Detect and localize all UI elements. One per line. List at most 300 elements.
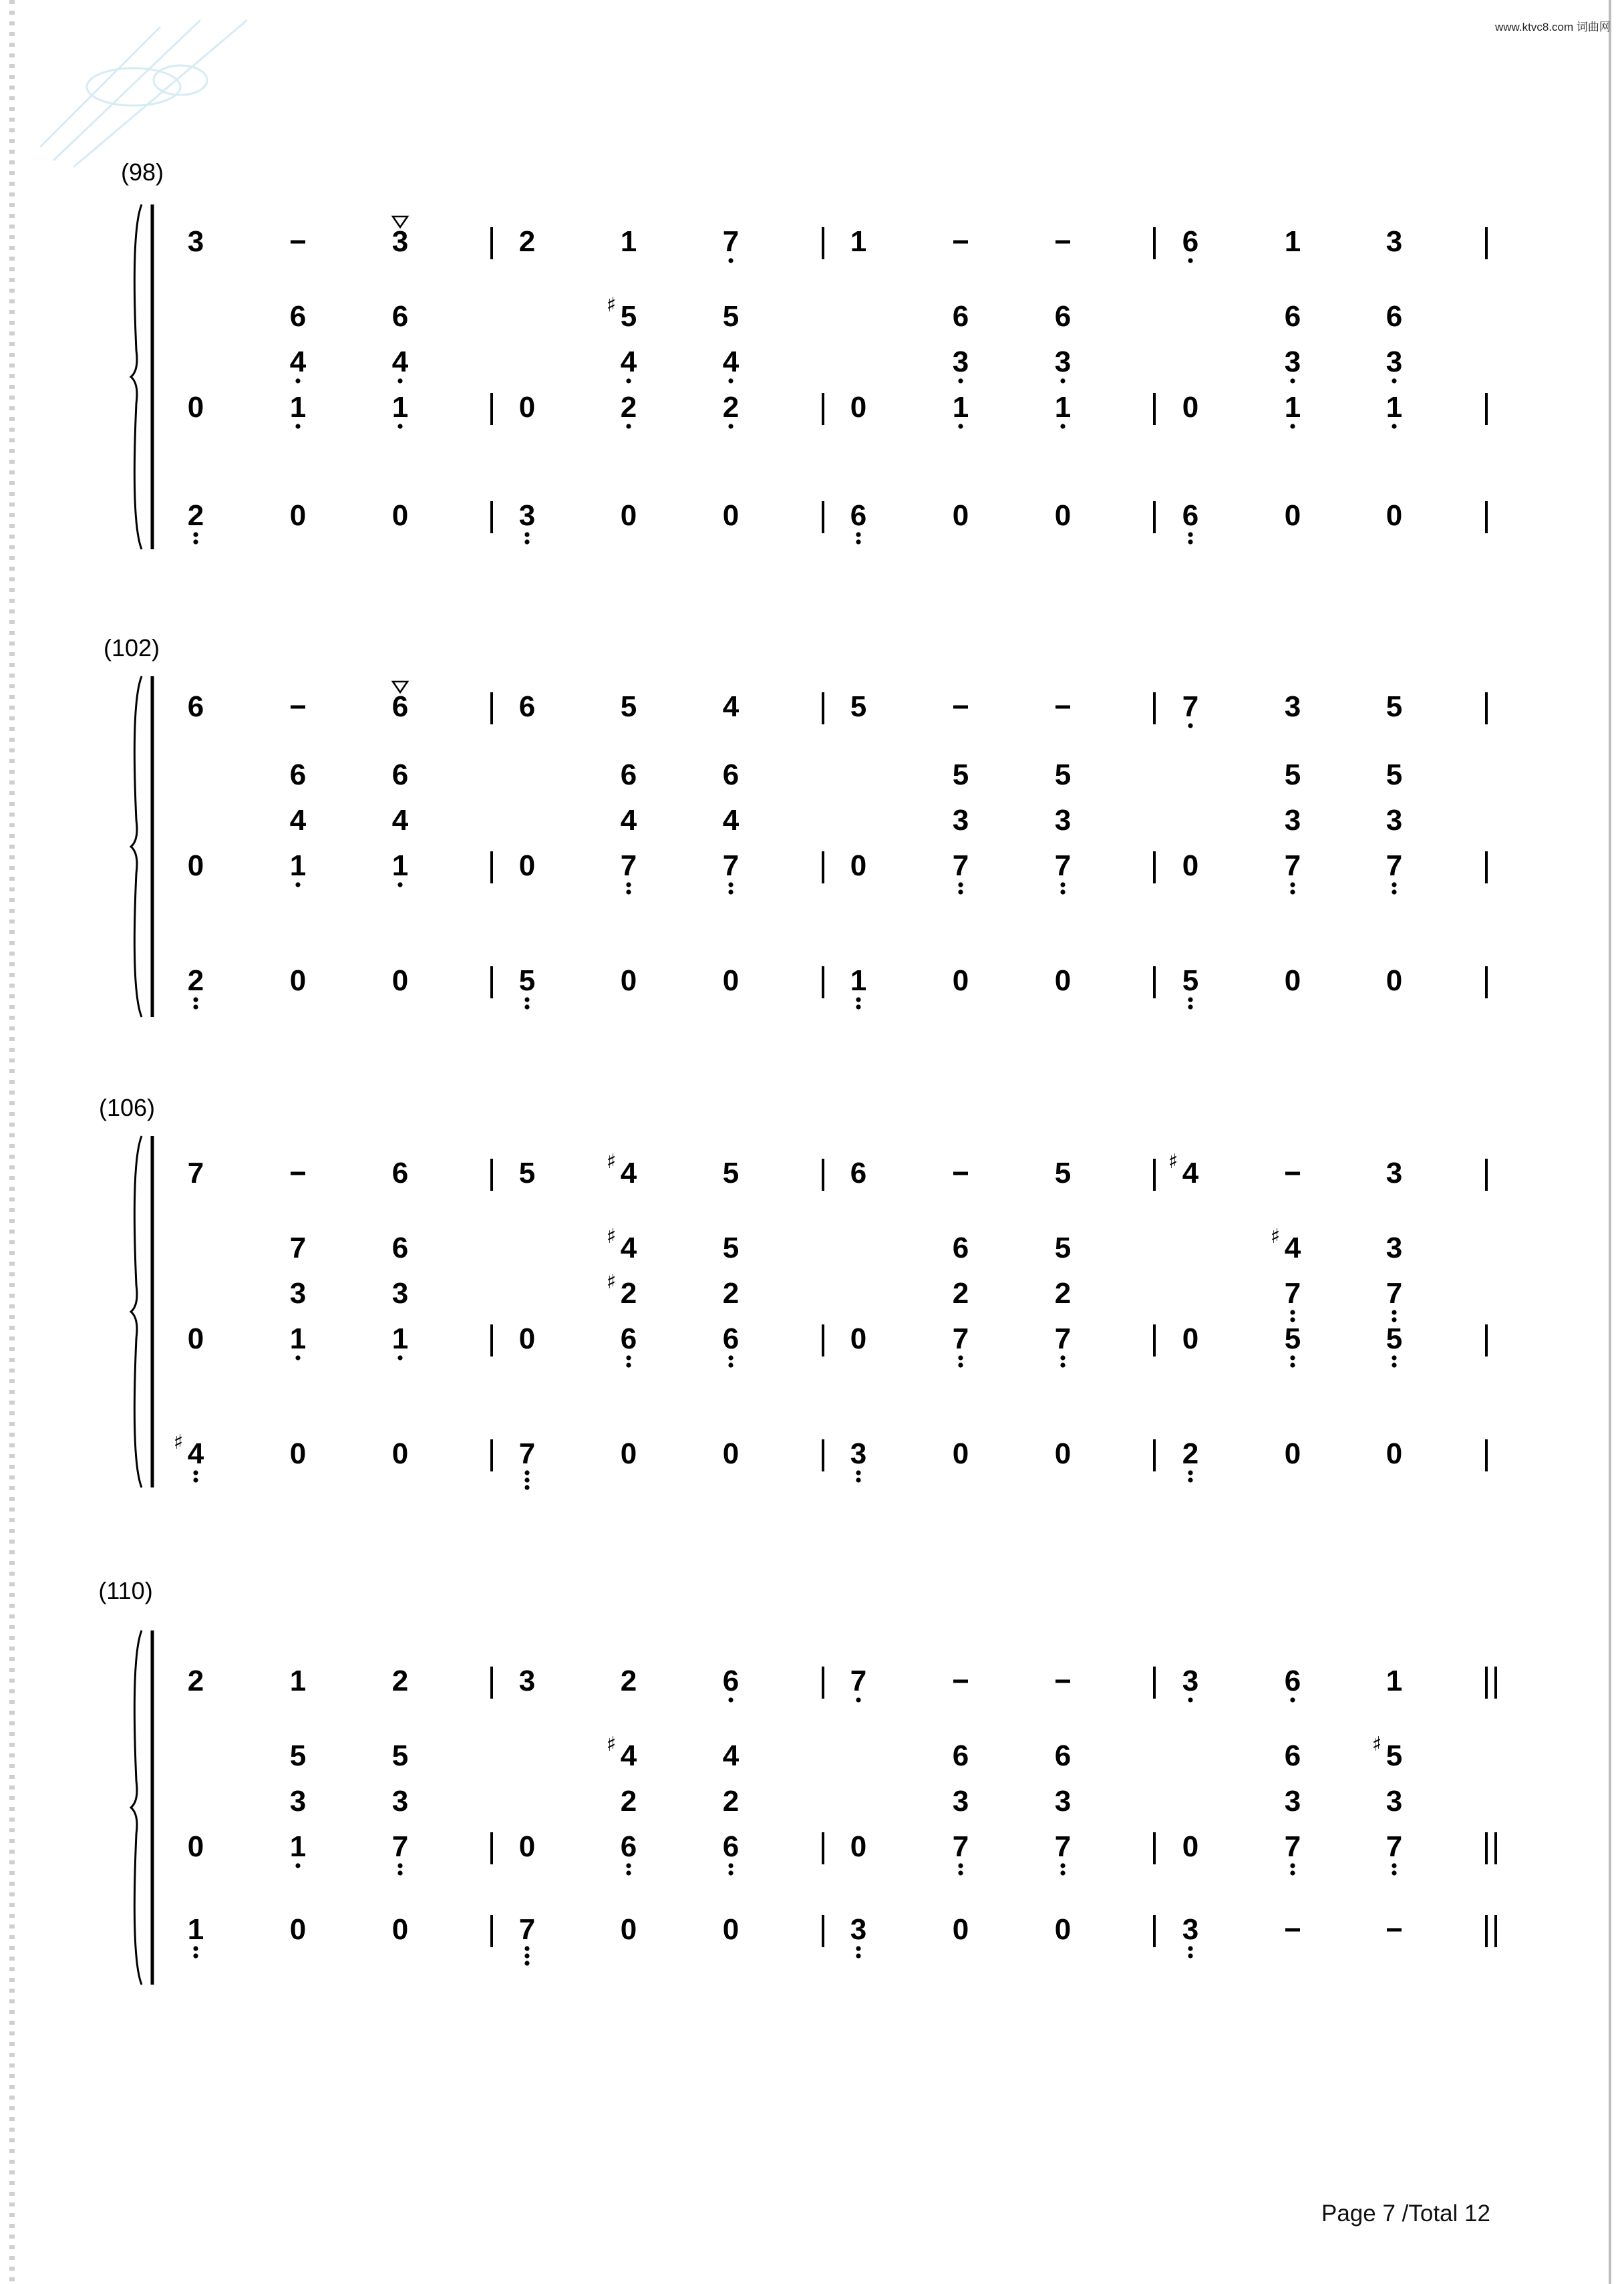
accomp-note: 7 [620, 849, 637, 882]
accomp-rest: 0 [850, 1322, 867, 1355]
accomp-note: 1 [391, 1322, 409, 1355]
accomp-note: 7 [1386, 849, 1403, 882]
bass-note-dot [193, 997, 198, 1002]
accomp-note: 4 [289, 804, 307, 837]
bass-note-dot [193, 1953, 198, 1958]
melody-note: 3 [1386, 225, 1403, 258]
bass-note-dot [1188, 1477, 1192, 1482]
accomp-rest: 0 [187, 1322, 204, 1355]
melody-note: 3 [187, 225, 204, 258]
bass-note: 0 [1054, 1913, 1072, 1946]
accomp-note-dot [1290, 1355, 1295, 1360]
melody-note: 6 [187, 690, 204, 723]
accomp-note: 7 [1054, 1830, 1072, 1863]
page-number: Page 7 /Total 12 [1321, 2200, 1490, 2227]
bass-note: 0 [722, 964, 740, 997]
measure-number: (110) [98, 1577, 153, 1604]
accomp-note-dot [626, 1870, 631, 1875]
bass-note: 0 [391, 1913, 409, 1946]
melody-note: 2 [391, 1665, 409, 1697]
accomp-note: 3 [952, 1785, 969, 1818]
accomp-note-sharp: ♯ [606, 1225, 617, 1248]
accomp-rest: 0 [850, 391, 867, 424]
melody-note: 5 [1054, 1157, 1072, 1189]
bass-note: 0 [289, 964, 307, 997]
accomp-note: 2 [722, 391, 740, 424]
bass-note-dot [856, 1953, 860, 1958]
bass-note: 2 [1182, 1437, 1199, 1470]
accomp-note-dot [958, 424, 963, 428]
accomp-note: 3 [1386, 345, 1403, 378]
bass-note: 7 [518, 1437, 536, 1470]
accomp-note-dot [728, 424, 733, 428]
accomp-note: 7 [952, 849, 969, 882]
accomp-note-dot [1290, 424, 1295, 428]
accomp-note: 1 [952, 391, 969, 424]
accomp-note-dot [295, 882, 300, 887]
accomp-note-dot [295, 1355, 300, 1360]
accomp-note: 5 [1284, 1322, 1301, 1355]
bass-note: 3 [850, 1913, 867, 1946]
accomp-note-dot [397, 378, 402, 383]
accomp-note: 6 [722, 758, 740, 791]
accomp-note-dot [1392, 424, 1396, 428]
accomp-note: 3 [1054, 345, 1072, 378]
bass-note: 0 [289, 1437, 307, 1470]
accomp-note: 6 [1284, 1739, 1301, 1772]
bass-note: 0 [1284, 1437, 1301, 1470]
accomp-note: 6 [722, 1322, 740, 1355]
bass-note-dot [1188, 1953, 1192, 1958]
accomp-note-dot [1060, 1870, 1065, 1875]
accomp-note: 3 [391, 1277, 409, 1310]
melody-note: 3 [1386, 1157, 1403, 1189]
accomp-note-dot [1290, 1310, 1295, 1314]
bass-note: 3 [850, 1437, 867, 1470]
accomp-note: 3 [1054, 1785, 1072, 1818]
accomp-note: 4 [722, 1739, 740, 1772]
bass-note-dot [193, 539, 198, 544]
accomp-note-dot [728, 882, 733, 887]
accomp-rest: 0 [518, 391, 536, 424]
bass-note: 0 [289, 499, 307, 532]
accomp-note-dot [1392, 378, 1396, 383]
accomp-note: 3 [289, 1277, 307, 1310]
accomp-note: 7 [1284, 1830, 1301, 1863]
accomp-rest: 0 [187, 849, 204, 882]
melody-note: 6 [518, 690, 536, 723]
accomp-note: 4 [620, 1739, 637, 1772]
bass-note-dot [524, 1485, 529, 1489]
bass-note: 1 [187, 1913, 204, 1946]
accomp-note-dot [1290, 1317, 1295, 1322]
melody-note: 7 [850, 1665, 867, 1697]
melody-note-dot [1290, 1697, 1295, 1702]
accomp-note: 1 [289, 391, 307, 424]
bass-note: 6 [850, 499, 867, 532]
accomp-note-dot [1060, 1355, 1065, 1360]
accomp-note: 6 [952, 1232, 969, 1264]
melody-note: 5 [722, 1157, 740, 1189]
site-url: www.ktvc8.com 词曲网 [1495, 21, 1611, 33]
accomp-note-dot [1290, 882, 1295, 887]
bass-note-dot [524, 1477, 529, 1482]
accomp-note-dot [1290, 378, 1295, 383]
accomp-note-sharp: ♯ [606, 1270, 617, 1294]
system-brace [131, 1136, 142, 1487]
bass-note: 2 [187, 499, 204, 532]
bass-note: 0 [1284, 964, 1301, 997]
melody-note-dot [1188, 1697, 1192, 1702]
bass-note: 6 [1182, 499, 1199, 532]
melody-note-dot [728, 258, 733, 263]
system-brace [131, 1630, 142, 1985]
bass-note-dot [524, 532, 529, 537]
accomp-note: 4 [620, 804, 637, 837]
accomp-note: 6 [391, 758, 409, 791]
accomp-rest: 0 [187, 391, 204, 424]
bass-note: 0 [620, 1437, 637, 1470]
accomp-note: 5 [289, 1739, 307, 1772]
measure-number: (106) [98, 1094, 156, 1121]
melody-note: 4 [620, 1157, 637, 1189]
bass-note-dot [193, 1470, 198, 1475]
accomp-note: 5 [1054, 758, 1072, 791]
accomp-note: 1 [1386, 391, 1403, 424]
melody-note: 4 [1182, 1157, 1199, 1189]
accomp-note: 5 [1284, 758, 1301, 791]
accomp-note: 1 [289, 1322, 307, 1355]
accomp-note: 2 [620, 1277, 637, 1310]
accomp-rest: 0 [518, 1322, 536, 1355]
accomp-note: 5 [1386, 758, 1403, 791]
melody-note: 2 [620, 1665, 637, 1697]
accomp-note: 4 [391, 345, 409, 378]
accomp-note: 3 [1386, 804, 1403, 837]
accomp-note-dot [1290, 889, 1295, 894]
bass-note: 0 [952, 964, 969, 997]
accomp-note-dot [626, 1355, 631, 1360]
accomp-note-dot [397, 1355, 402, 1360]
measure-number: (102) [103, 634, 160, 662]
melody-note: 7 [1182, 690, 1199, 723]
accomp-note: 2 [952, 1277, 969, 1310]
bass-note: 0 [620, 499, 637, 532]
melody-note: 6 [391, 1157, 409, 1189]
accomp-note-sharp: ♯ [606, 1733, 617, 1756]
accomp-note: 2 [1054, 1277, 1072, 1310]
accomp-note: 1 [289, 1830, 307, 1863]
accomp-note: 3 [1386, 1785, 1403, 1818]
accomp-note-dot [397, 882, 402, 887]
bass-note: 1 [850, 964, 867, 997]
system-brace [131, 204, 142, 549]
accomp-note: 2 [722, 1785, 740, 1818]
accomp-note: 2 [722, 1277, 740, 1310]
accomp-rest: 0 [1182, 849, 1199, 882]
accomp-note: 4 [289, 345, 307, 378]
accomp-note-dot [397, 1870, 402, 1875]
accomp-note-dot [1392, 1870, 1396, 1875]
accomp-note: 7 [1054, 1322, 1072, 1355]
accomp-note: 7 [952, 1830, 969, 1863]
melody-note: 5 [620, 690, 637, 723]
accomp-note: 7 [1386, 1277, 1403, 1310]
melody-note: 4 [722, 690, 740, 723]
system-brace [131, 676, 142, 1017]
accomp-note-dot [295, 378, 300, 383]
bass-note-dot [856, 1004, 860, 1009]
accomp-note: 6 [1284, 300, 1301, 333]
melody-note: 6 [850, 1157, 867, 1189]
accomp-note-dot [1060, 889, 1065, 894]
accomp-note: 5 [391, 1739, 409, 1772]
accomp-note-dot [1060, 424, 1065, 428]
bass-note: 0 [620, 1913, 637, 1946]
accomp-note: 7 [1284, 1277, 1301, 1310]
melody-note-dot [856, 1697, 860, 1702]
melody-note: 3 [518, 1665, 536, 1697]
melody-note: 7 [722, 225, 740, 258]
accomp-note-dot [1290, 1870, 1295, 1875]
accomp-note-sharp: ♯ [1270, 1225, 1281, 1248]
melody-note: 3 [391, 225, 409, 258]
accomp-note: 6 [722, 1830, 740, 1863]
bass-note-dot [856, 532, 860, 537]
melody-note: 5 [1386, 690, 1403, 723]
melody-note: 1 [1386, 1665, 1403, 1697]
accomp-note: 6 [1386, 300, 1403, 333]
bass-note-dot [524, 1946, 529, 1951]
bass-note-dot [1188, 1470, 1192, 1475]
accomp-note-dot [1060, 882, 1065, 887]
accomp-note: 6 [391, 1232, 409, 1264]
melody-note: 2 [518, 225, 536, 258]
accomp-rest: 0 [518, 1830, 536, 1863]
accomp-note: 5 [620, 300, 637, 333]
accomp-note: 5 [1386, 1322, 1403, 1355]
bass-note: 0 [952, 1437, 969, 1470]
bass-note: 0 [391, 964, 409, 997]
bass-note: 2 [187, 964, 204, 997]
accomp-note: 3 [1386, 1232, 1403, 1264]
accomp-rest: 0 [1182, 1830, 1199, 1863]
accomp-note: 7 [1054, 849, 1072, 882]
accomp-note: 3 [1284, 345, 1301, 378]
bass-note-dot [1188, 997, 1192, 1002]
accomp-note: 4 [620, 1232, 637, 1264]
melody-note: 1 [850, 225, 867, 258]
bass-note-dot [856, 1477, 860, 1482]
accomp-note: 3 [952, 345, 969, 378]
bass-note-dot [1188, 1946, 1192, 1951]
bass-note: 0 [289, 1913, 307, 1946]
bass-note-dot [193, 1004, 198, 1009]
accomp-note: 5 [722, 300, 740, 333]
accomp-note-dot [1392, 882, 1396, 887]
accomp-note-dot [1392, 1863, 1396, 1868]
accomp-note: 6 [1054, 300, 1072, 333]
melody-note: 6 [1284, 1665, 1301, 1697]
melody-note: 3 [1182, 1665, 1199, 1697]
bass-note: 3 [518, 499, 536, 532]
bass-note: 0 [722, 1913, 740, 1946]
bass-note: 0 [1054, 1437, 1072, 1470]
bass-note-dot [524, 1953, 529, 1958]
bass-note: 0 [1054, 499, 1072, 532]
bass-note-dot [856, 997, 860, 1002]
accomp-note-dot [958, 1363, 963, 1367]
accomp-note: 5 [1054, 1232, 1072, 1264]
accomp-rest: 0 [187, 1830, 204, 1863]
bass-note-sharp: ♯ [173, 1431, 184, 1454]
accomp-note-dot [728, 1863, 733, 1868]
accomp-note: 6 [620, 1830, 637, 1863]
melody-note-dot [728, 1697, 733, 1702]
accomp-note: 5 [722, 1232, 740, 1264]
accomp-note: 1 [1284, 391, 1301, 424]
accomp-note-dot [958, 882, 963, 887]
accomp-rest: 0 [518, 849, 536, 882]
accomp-note: 1 [391, 391, 409, 424]
accomp-note-dot [1392, 1363, 1396, 1367]
accomp-note: 1 [391, 849, 409, 882]
accomp-note: 4 [1284, 1232, 1301, 1264]
measure-number: (98) [120, 158, 164, 186]
melody-note-dot [1188, 258, 1192, 263]
melody-note: 5 [850, 690, 867, 723]
accomp-note-dot [1392, 1310, 1396, 1314]
accomp-note-dot [1392, 889, 1396, 894]
accomp-note: 4 [620, 345, 637, 378]
bass-note: 7 [518, 1913, 536, 1946]
bass-note-dot [193, 1477, 198, 1482]
bass-note-dot [856, 1946, 860, 1951]
accomp-note-dot [626, 1363, 631, 1367]
accomp-rest: 0 [850, 1830, 867, 1863]
accomp-note: 6 [289, 758, 307, 791]
accomp-note: 6 [620, 758, 637, 791]
bass-note-dot [193, 1946, 198, 1951]
accomp-note-dot [958, 889, 963, 894]
accomp-note-dot [728, 1355, 733, 1360]
bass-note: 0 [391, 1437, 409, 1470]
accomp-note: 6 [391, 300, 409, 333]
bass-note: 0 [952, 499, 969, 532]
accomp-note-dot [958, 378, 963, 383]
accomp-note-dot [397, 1863, 402, 1868]
accomp-note-dot [1290, 1863, 1295, 1868]
accomp-note: 7 [391, 1830, 409, 1863]
accomp-note: 3 [289, 1785, 307, 1818]
accomp-note: 5 [1386, 1739, 1403, 1772]
accomp-note-dot [728, 889, 733, 894]
accomp-note-dot [958, 1355, 963, 1360]
accomp-note-dot [626, 1863, 631, 1868]
accomp-rest: 0 [850, 849, 867, 882]
accomp-note-dot [728, 378, 733, 383]
accomp-note: 4 [391, 804, 409, 837]
accomp-note-dot [626, 424, 631, 428]
bass-note: 3 [1182, 1913, 1199, 1946]
accomp-note-dot [397, 424, 402, 428]
accomp-note: 7 [952, 1322, 969, 1355]
accomp-note: 7 [1386, 1830, 1403, 1863]
accomp-note-dot [626, 378, 631, 383]
bass-note-dot [524, 1961, 529, 1965]
bass-note-dot [1188, 539, 1192, 544]
melody-note: 6 [1182, 225, 1199, 258]
accomp-note: 2 [620, 1785, 637, 1818]
melody-note: 5 [518, 1157, 536, 1189]
accomp-note: 4 [722, 345, 740, 378]
melody-note-sharp: ♯ [606, 1150, 617, 1173]
accomp-note: 7 [1284, 849, 1301, 882]
melody-note: 6 [391, 690, 409, 723]
melody-note: 3 [1284, 690, 1301, 723]
bass-note-dot [856, 1470, 860, 1475]
bass-note: 4 [187, 1437, 204, 1470]
melody-note: 1 [1284, 225, 1301, 258]
melody-note: 2 [187, 1665, 204, 1697]
bass-note: 5 [518, 964, 536, 997]
accomp-note-dot [728, 1870, 733, 1875]
bass-note: 5 [1182, 964, 1199, 997]
accomp-rest: 0 [1182, 1322, 1199, 1355]
bass-note: 0 [722, 1437, 740, 1470]
accomp-note: 5 [952, 758, 969, 791]
bass-note: 0 [952, 1913, 969, 1946]
accomp-note: 3 [1284, 804, 1301, 837]
melody-note: 1 [620, 225, 637, 258]
accomp-note-sharp: ♯ [1371, 1733, 1382, 1756]
accomp-note: 4 [722, 804, 740, 837]
melody-note: 6 [722, 1665, 740, 1697]
accomp-note: 3 [391, 1785, 409, 1818]
accomp-note-dot [626, 882, 631, 887]
accomp-note: 3 [952, 804, 969, 837]
accomp-note-dot [295, 424, 300, 428]
accomp-note: 6 [952, 300, 969, 333]
melody-note-dot [1188, 723, 1192, 728]
bass-note-dot [856, 539, 860, 544]
accomp-note: 6 [620, 1322, 637, 1355]
bass-note-dot [193, 532, 198, 537]
bass-note-dot [524, 1470, 529, 1475]
accomp-note-dot [728, 1363, 733, 1367]
bass-note: 0 [1386, 499, 1403, 532]
accomp-rest: 0 [1182, 391, 1199, 424]
accomp-note: 1 [1054, 391, 1072, 424]
accomp-note-dot [295, 1863, 300, 1868]
bass-note: 0 [1054, 964, 1072, 997]
accomp-note-dot [1392, 1317, 1396, 1322]
accomp-note-dot [1060, 1363, 1065, 1367]
bass-note: 0 [1386, 1437, 1403, 1470]
accomp-note-dot [1392, 1355, 1396, 1360]
bass-note: 0 [1386, 964, 1403, 997]
bass-note-dot [524, 1004, 529, 1009]
melody-note-sharp: ♯ [1168, 1150, 1178, 1173]
accomp-note-dot [1060, 1863, 1065, 1868]
melody-note: 7 [187, 1157, 204, 1189]
accomp-note-dot [958, 1863, 963, 1868]
bass-note: 0 [391, 499, 409, 532]
accomp-note: 6 [289, 300, 307, 333]
bass-note-dot [1188, 532, 1192, 537]
accomp-note: 3 [1054, 804, 1072, 837]
accomp-note: 6 [952, 1739, 969, 1772]
